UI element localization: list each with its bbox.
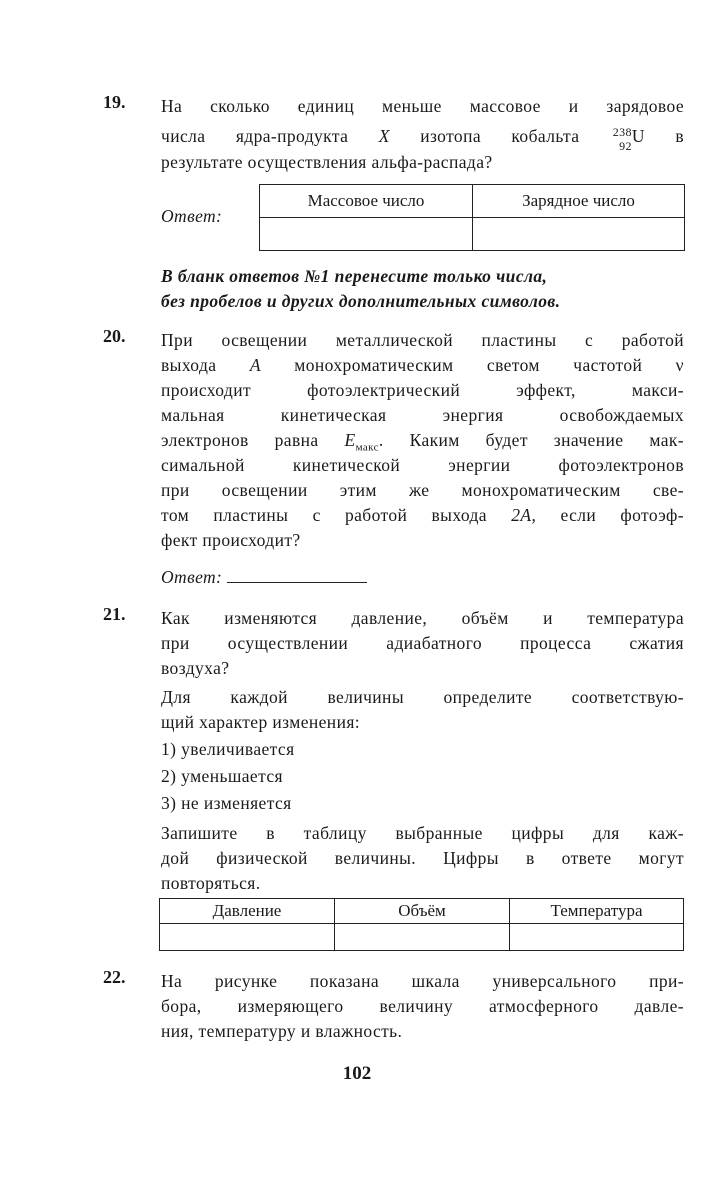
answer-cell-pressure[interactable] [160,924,335,951]
q19-answer-label: Ответ: [161,206,223,226]
question-22-number: 22. [103,967,126,987]
q20-line-1: При освещении металлической пластины с работой [161,330,684,350]
q22-line-3: ния, температуру и влажность. [161,1021,403,1041]
q19-note-line-1: В бланк ответов №1 перенесите только числа, [161,266,548,286]
q21-option-1: 1) увеличивается [161,739,295,759]
q21-line-1: Как изменяются давление, объём и температура [161,608,684,628]
page-number: 102 [342,1063,372,1084]
table-header-pressure: Давление [160,899,335,924]
question-20-number: 20. [103,326,126,346]
q22-line-2: бора, измеряющего величину атмосферного давле- [161,996,684,1016]
table-header-temperature: Температура [510,899,684,924]
q19-line-2: числа ядра-продукта X изотопа кобальта 238 92 U в [161,125,685,153]
answer-cell-volume[interactable] [335,924,510,951]
q21-option-3: 3) не изменяется [161,793,292,813]
q20-line-5: электронов равна $E_{макс}$. Каким будет значение мак- [161,430,684,454]
answer-cell-temperature[interactable] [510,924,684,951]
q21-line-8: повторяться. [161,873,261,893]
table-header-charge-number: Зарядное число [473,185,685,218]
answer-cell-mass[interactable] [260,218,473,251]
q20-answer-label: Ответ: [161,567,223,587]
q20-line-2: выхода A монохроматическим светом частотой ν [161,355,684,375]
q20-line-6: симальной кинетической энергии фотоэлектронов [161,455,684,475]
question-19-number: 19. [103,92,126,112]
q20-line-8: том пластины с работой выхода 2A, если фотоэф- [161,505,684,525]
q20-line-4: мальная кинетическая энергия освобождаемых [161,405,684,425]
isotope-symbol: 238 92 U [612,125,645,153]
q19-answer-table [259,184,685,251]
q21-line-6: Запишите в таблицу выбранные цифры для каж- [161,823,684,843]
q21-line-2: при осуществлении адиабатного процесса сжатия [161,633,684,653]
q20-line-3: происходит фотоэлектрический эффект, макси- [161,380,684,400]
q20-answer-field[interactable] [227,564,367,583]
q20-line-7: при освещении этим же монохроматическим све- [161,480,684,500]
table-header-mass-number: Массовое число [260,185,473,218]
answer-cell-charge[interactable] [473,218,685,251]
q19-line-3: результате осуществления альфа-распада? [161,152,493,172]
q21-option-2: 2) уменьшается [161,766,283,786]
q21-line-3: воздуха? [161,658,230,678]
q19-note-line-2: без пробелов и других дополнительных символов. [161,291,561,311]
q21-line-5: щий характер изменения: [161,712,361,732]
q21-line-7: дой физической величины. Цифры в ответе могут [161,848,684,868]
q22-line-1: На рисунке показана шкала универсального при- [161,971,684,991]
q20-line-9: фект происходит? [161,530,301,550]
question-21-number: 21. [103,604,126,624]
table-header-volume: Объём [335,899,510,924]
q21-line-4: Для каждой величины определите соответствую- [161,687,684,707]
q19-line-1: На сколько единиц меньше массовое и зарядовое [161,96,684,116]
q21-answer-table [159,898,684,951]
q20-answer-row [161,564,367,590]
